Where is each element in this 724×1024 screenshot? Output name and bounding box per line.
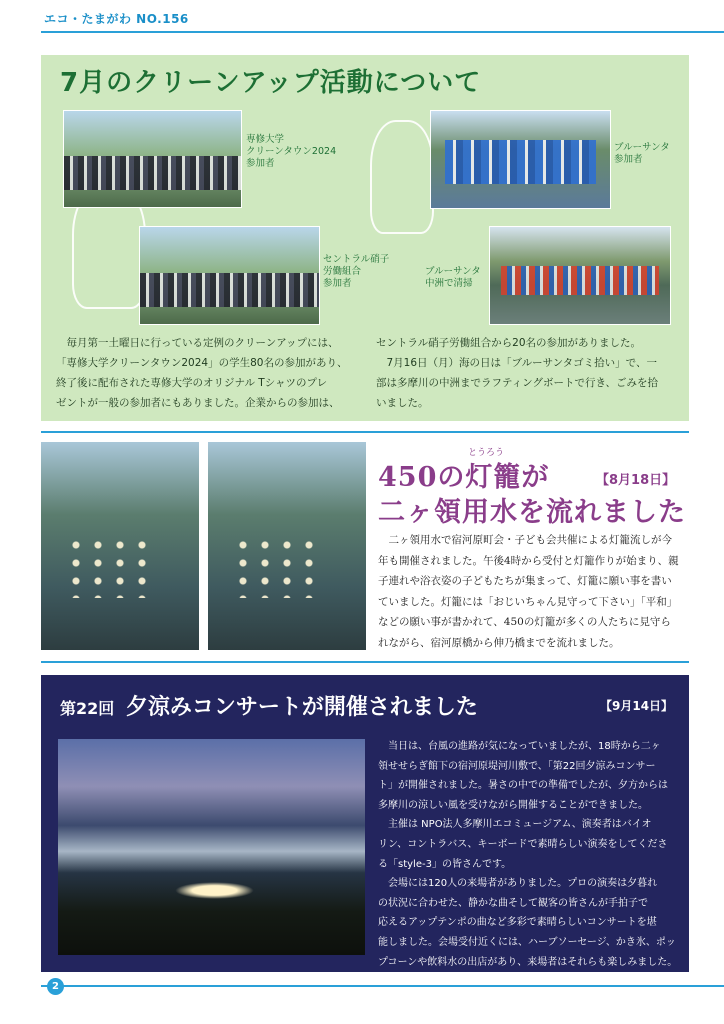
caption-line: ブルーサンタ <box>425 266 481 277</box>
cleanup-figure-illustration-2 <box>370 120 434 234</box>
body-line: 7月16日（月）海の日は「ブルーサンタゴミ拾い」で、一 <box>376 357 657 369</box>
concert-title <box>60 690 478 721</box>
body-line: 子連れや浴衣姿の子どもたちが集まって、灯籠に願い事を書い <box>378 575 672 587</box>
newsletter-title: エコ・たまがわ NO.156 <box>44 12 189 26</box>
body-line: の状況に合わせた、静かな曲そして観客の皆さんが手拍子で <box>378 897 648 909</box>
concert-title-prefix: 第22回 <box>60 699 115 718</box>
concert-body <box>378 737 680 972</box>
photo-blue-santa-river <box>489 226 671 325</box>
body-line: 二ヶ領用水で宿河原町会・子ども会共催による灯籠流しが今 <box>378 534 672 546</box>
body-line: プコーンや飲料水の出店があり、来場者はそれらも楽しみました。 <box>378 956 678 968</box>
title-furigana: とうろう <box>468 448 505 458</box>
caption-blue-river <box>425 266 489 290</box>
page-number-badge: 2 <box>47 978 64 995</box>
lantern-title-line1: 450の灯籠が <box>378 462 550 493</box>
photo-concert <box>58 739 365 955</box>
body-line: いました。 <box>376 397 429 409</box>
body-line: 領せせらぎ館下の宿河原堤河川敷で、「第22回夕涼みコンサー <box>378 760 656 772</box>
header-rule <box>41 31 724 33</box>
section-divider <box>41 661 689 663</box>
footer-rule <box>41 985 724 987</box>
body-line: ていました。灯籠には「おじいちゃん見守って下さい」「平和」 <box>378 595 678 608</box>
body-line: る「style-3」の皆さんです。 <box>378 858 512 870</box>
body-line: 主催は NPO法人多摩川エコミュージアム、演奏者はバイオ <box>378 819 652 831</box>
photo-senshu-students <box>63 110 242 208</box>
cleanup-body-right <box>376 333 676 413</box>
body-line: 応えるアップテンポの曲など多彩で素晴らしいコンサートを堪 <box>378 917 657 929</box>
caption-line: 参加者 <box>323 278 352 289</box>
photo-blue-santa <box>430 110 611 209</box>
body-line: 終了後に配布された専修大学のオリジナル Tシャツのプレ <box>56 377 328 389</box>
lantern-body <box>378 530 698 653</box>
body-line: 年も開催されました。午後4時から受付と灯籠作りが始まり、親 <box>378 554 679 567</box>
body-line: などの願い事が書かれて、450の灯籠が多くの人たちに見守ら <box>378 616 671 628</box>
body-line: 毎月第一土曜日に行っている定例のクリーンアップには、 <box>56 337 339 349</box>
section-divider <box>41 431 689 433</box>
cleanup-title: 7月のクリーンアップ活動について <box>60 68 482 98</box>
photo-lanterns-2 <box>208 442 366 650</box>
caption-line: 専修大学 <box>246 134 285 145</box>
body-line: セントラル硝子労働組合から20名の参加がありました。 <box>376 337 642 349</box>
lantern-title-line2: 二ヶ領用水を流れました <box>378 497 686 528</box>
concert-date: 【9月14日】 <box>600 699 674 713</box>
concert-title-main: 夕涼みコンサートが開催されました <box>125 695 478 720</box>
caption-line: 参加者 <box>246 158 275 169</box>
body-line: 多摩川の涼しい風を受けながら開催することができました。 <box>378 799 648 811</box>
caption-senshu <box>246 134 356 170</box>
body-line: ゼントが一般の参加者にもありました。企業からの参加は、 <box>56 397 340 409</box>
caption-line: ブルーサンタ <box>614 142 670 153</box>
photo-lanterns-1 <box>41 442 199 650</box>
body-line: 「専修大学クリーンタウン2024」の学生80名の参加があり、 <box>56 357 348 369</box>
caption-line: クリーンタウン2024 <box>246 146 337 157</box>
lantern-date: 【8月18日】 <box>596 473 676 488</box>
caption-blue <box>614 142 684 166</box>
caption-central <box>323 254 403 290</box>
cleanup-body-left <box>56 333 374 413</box>
body-line: 部は多摩川の中洲までラフティングボートで行き、ごみを拾 <box>376 377 659 389</box>
body-line: リン、コントラバス、キーボードで素晴らしい演奏をしてくださ <box>378 838 668 850</box>
body-line: 能しました。会場受付近くには、ハーブソーセージ、かき氷、ポッ <box>378 936 676 948</box>
body-line: 会場には120人の来場者がありました。プロの演奏は夕暮れ <box>378 878 658 890</box>
body-line: 当日は、台風の進路が気になっていましたが、18時から二ヶ <box>378 741 661 752</box>
body-line: ト」が開催されました。暑さの中での準備でしたが、夕方からは <box>378 780 668 792</box>
caption-line: 中洲で清掃 <box>425 278 473 289</box>
photo-central-glass <box>139 226 320 325</box>
caption-line: 参加者 <box>614 154 643 165</box>
caption-line: セントラル硝子 <box>323 254 390 265</box>
caption-line: 労働組合 <box>323 266 362 277</box>
body-line: れながら、宿河原橋から伸乃橋までを流れました。 <box>378 636 620 649</box>
